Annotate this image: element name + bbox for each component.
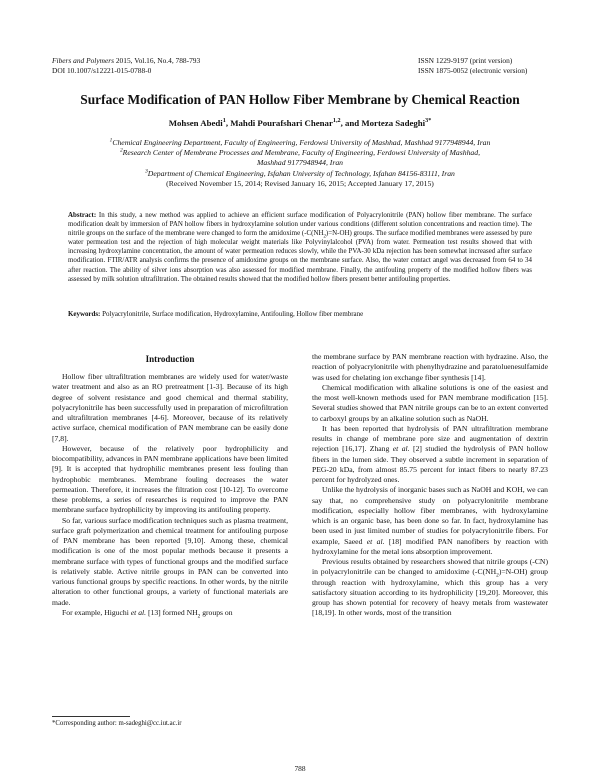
right-column	[312, 352, 548, 619]
text-run: For example, Higuchi	[62, 607, 131, 617]
text-run: It has been reported that hydrolysis of PAN ultrafiltration membrane results in change of membrane pore size and augmentation of dextrin rejection [16,17]. Zhang	[312, 423, 548, 454]
paragraph	[312, 557, 548, 619]
affil-text: Research Center of Membrane Processes and Membrane, Faculty of Engineering, Ferdowsi University of Mashhad,	[122, 148, 481, 158]
text-run: groups on	[200, 607, 233, 617]
volume-info: 2015, Vol.16, No.4, 788-793	[115, 56, 201, 65]
affil-mark: 1	[109, 137, 113, 144]
text-run: Unlike the hydrolysis of inorganic bases such as NaOH and KOH, we can say that, no comprehensive study on polyacrylonitrile membrane modification, especially hollow fiber membranes, with hydroxylamine which is an organic base, has been done so far. In fact, hydroxylamine has been used in just limited number of studies for polyacrylonitrile fibers. For example, Saeed	[312, 485, 548, 546]
footnote-rule	[52, 716, 130, 717]
issn-block	[418, 56, 527, 76]
affiliation-2-cont: Mashhad 9177948944, Iran	[256, 158, 344, 168]
text-run: et al.	[392, 444, 410, 454]
journal-header	[52, 56, 200, 76]
author-separator: ,	[225, 118, 231, 128]
affil-text: Department of Chemical Engineering, Isfahan University of Technology, Isfahan 84156-83111, Iran	[147, 168, 455, 178]
paragraph: the membrane surface by PAN membrane reaction with hydrazine. Also, the reaction of polyacrylonitrile with phenylhydrazine and paratoluenesulfamide was used for chelating ion exchange fiber synthesis [14].	[312, 352, 548, 382]
author-name: Mahdi Pourafshari Chenar	[230, 118, 333, 128]
text-run: Previous results obtained by researchers showed that nitrile groups (-CN) in polyacrylonitrile can be changed to amidoxime (-C(NH	[312, 557, 548, 577]
doi: DOI 10.1007/s12221-015-0788-0	[52, 66, 152, 75]
text-run: [2] studied the hydrolysis of PAN hollow fibers in the lumen side. They observed a subtle increment in separation of PEG-20 kDa, from almost 85.75 percent for intact fibers to nearly 87.23 percent for hydrolyzed ones.	[312, 444, 548, 484]
received-dates: (Received November 15, 2014; Revised January 16, 2015; Accepted January 17, 2015)	[166, 178, 434, 188]
author-name: Morteza Sadeghi	[361, 118, 426, 128]
paper-title: Surface Modification of PAN Hollow Fiber Membrane by Chemical Reaction	[80, 92, 520, 107]
paragraph: Hollow fiber ultrafiltration membranes are widely used for water/waste water treatment and also as an RO pretreatment [1-3]. Because of its high degree of solvent resistance and good chemical and thermal stability, polyacrylonitrile has been successfully used in preparation of microfiltration and ultrafiltration membranes [4-6]. Moreover, because of its relatively active surface, chemical modification of PAN membrane can be easily done [7,8].	[52, 372, 288, 443]
abstract-text: )=N-OH) groups. The surface modified membranes were assessed by pure water permeation test and the rejection of high molecular weight materials like Polyvinylalcohol (PVA) from water. Permeation test results showed that with increasing hydroxylamine concentration, the amount of water permeation reduces slowly, while the PVA-30 kDa rejection has been somewhat increased after surface modification. FTIR/ATR analysis confirms the presence of amidoxime groups on the membrane surface. Also, the water contact angel was decreased from 64 to 34 after reaction. The ability of silver ions absorption was also assessed for modified membrane. Finally, the antifouling property of the modified hollow fibers was assessed by milk solution ultrafiltration. The obtained results showed that the modified hollow fibers present better antifouling properties.	[68, 229, 533, 283]
author-affil-mark: 3*	[425, 118, 432, 125]
abstract-label: Abstract:	[68, 211, 97, 219]
text-run: [13] formed NH	[146, 607, 198, 617]
abstract	[68, 211, 532, 284]
author-list	[0, 118, 600, 128]
affiliation-1	[40, 138, 560, 148]
author-affil-mark: 1,2	[332, 118, 341, 125]
paragraph	[312, 485, 548, 557]
journal-name: Fibers and Polymers	[52, 56, 114, 65]
text-run: et al.	[366, 536, 385, 546]
paragraph: So far, various surface modification techniques such as plasma treatment, surface graft polymerization and chemical treatment for antifouling purpose of PAN membrane has been reported [9,10]. Among these, chemical modification is one of the most popular methods because it presents a membrane surface with types of functional groups and the modified surface is relatively stable. Active nitrile groups in PAN can be converted into various functional groups by specific reactions. In other words, by the nitrile alteration to other functional groups, a variety of functional materials are made.	[52, 515, 288, 607]
text-run: [18] modified PAN nanofibers by reaction with hydroxylamine for the metal ions absorption improvement.	[312, 536, 548, 556]
abstract-text: In this study, a new method was applied to achieve an efficient surface modification of Polyacrylonitrile (PAN) hollow fiber membrane. The surface modification dealt by immersion of PAN hollow fibers in hydroxylamine solution under various conditions (different solution concentrations and reaction time). The nitrile groups on the surface of the membrane were changed to form the amidoxime (-C(NH	[68, 211, 532, 238]
text-run: )=N-OH) group through reaction with hydroxylamine, which this group has a very satisfactory situation according to its hydrophilicity [19,20]. Moreover, this group has shown potential for recovery of heavy metals from wastewater [18,19]. In other words, most of the transition	[312, 567, 548, 618]
text-sub: 2	[197, 613, 201, 620]
text-run: et al.	[130, 607, 147, 617]
paragraph	[52, 608, 288, 618]
issn-electronic: ISSN 1875-0052 (electronic version)	[418, 66, 528, 75]
affiliation-2	[40, 148, 560, 158]
page-number: 788	[294, 764, 306, 773]
affiliation-3	[40, 169, 560, 179]
text-sub: 2	[496, 572, 499, 579]
affil-text: Chemical Engineering Department, Faculty of Engineering, Ferdowsi University of Mashhad, Mashhad 9177948944, Iran	[112, 138, 491, 147]
affil-mark: 3	[145, 168, 148, 175]
left-column	[52, 372, 288, 618]
affil-mark: 2	[119, 147, 123, 154]
keywords-text: Polyacrylonitrile, Surface modification, Hydroxylamine, Antifouling, Hollow fiber membrane	[100, 310, 364, 318]
keywords-label: Keywords:	[68, 310, 101, 318]
paragraph	[312, 424, 548, 486]
author-affil-mark: 1	[222, 118, 226, 125]
author-name: Mohsen Abedi	[168, 118, 223, 128]
keywords	[68, 310, 532, 319]
paragraph: Chemical modification with alkaline solutions is one of the easiest and the most well-known methods used for PAN membrane modification [15]. Several studies showed that PAN nitrile groups can be to an extent converted to carboxyl groups by an alkaline solution such as NaOH.	[312, 382, 548, 423]
section-heading: Introduction	[145, 354, 195, 364]
paragraph: However, because of the relatively poor hydrophilicity and biocompatibility, advances in PAN membrane applications have been limited [9]. It is accepted that hydrophilic membranes present less fouling than hydrophobic membranes. Membrane fouling decreases the water permeation. Therefore, it increases the filtration cost [10-12]. To overcome these problems, a series of researches is required to improve the PAN membrane surface hydrophilicity by improving its antifouling property.	[52, 443, 288, 515]
abstract-sub: 2	[323, 234, 326, 240]
footnote: *Corresponding author: m-sadeghi@cc.iut.ac.ir	[52, 720, 182, 727]
affiliations	[40, 138, 560, 189]
issn-print: ISSN 1229-9197 (print version)	[418, 56, 513, 65]
author-separator: , and	[340, 118, 362, 128]
